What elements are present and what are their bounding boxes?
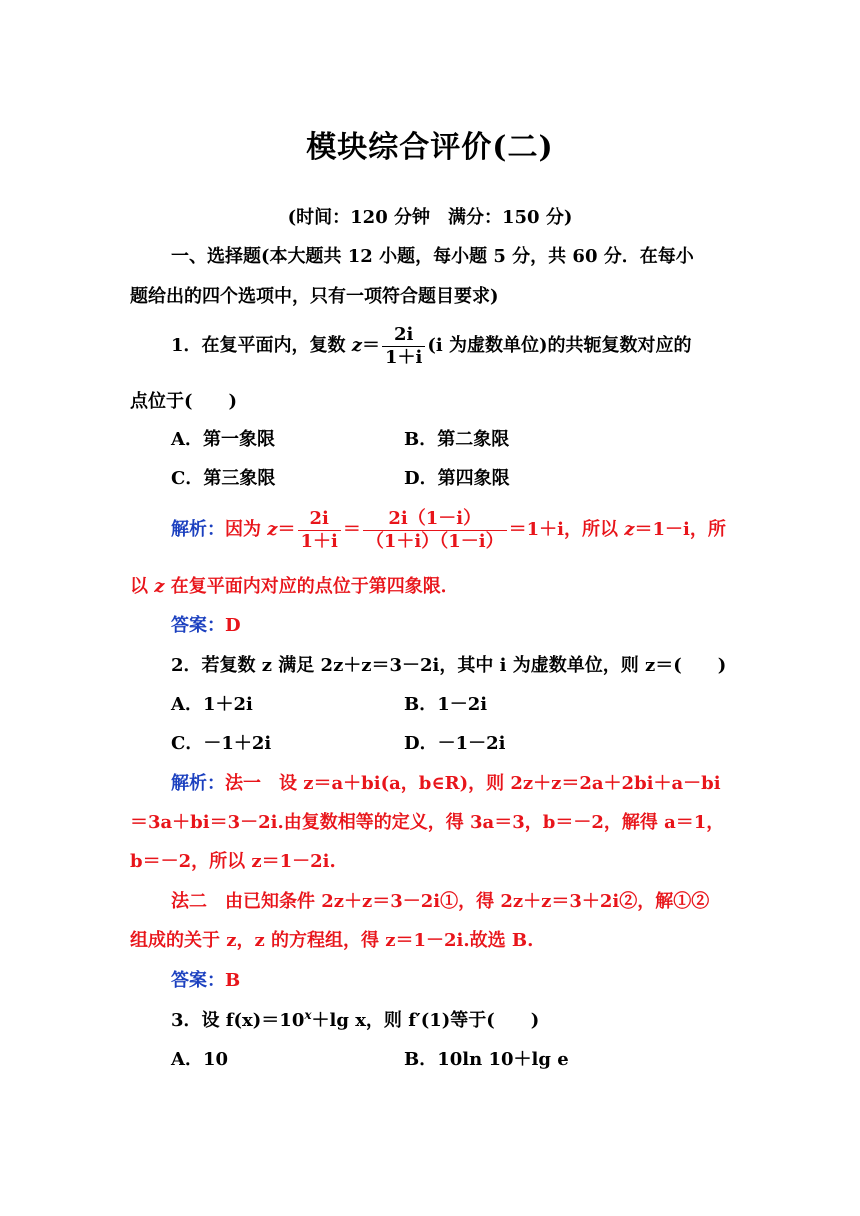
q1-analysis-line2 — [130, 575, 459, 599]
q1-answer-label: 答案： — [171, 615, 225, 636]
q2-answer-label: 答案： — [171, 970, 225, 991]
q1-analysis-line2-suffix: 在复平面内对应的点位于第四象限． — [164, 576, 459, 597]
q1-fraction-denominator: 1＋i — [385, 346, 423, 368]
q1-var-z: z — [351, 335, 363, 356]
section-heading-line1: 一、选择题(本大题共 12 小题，每小题 5 分，共 60 分．在每小 — [171, 246, 694, 267]
q1-option-d: D．第四象限 — [404, 468, 510, 489]
section-heading-line2: 题给出的四个选项中，只有一项符合题目要求) — [130, 286, 499, 307]
q3-option-a: A．10 — [171, 1049, 229, 1070]
q2-option-a: A．1＋2i — [171, 694, 253, 715]
q1-equals: ＝ — [362, 335, 381, 356]
q2-option-c: C．－1＋2i — [171, 733, 272, 754]
q3-stem-prefix: 3．设 f(x)＝10 — [171, 1010, 305, 1031]
q1-analysis-fraction-1-denominator: 1＋i — [300, 530, 338, 552]
question-1-stem-line2: 点位于( ) — [130, 391, 238, 412]
q1-analysis-fraction-2 — [363, 508, 507, 553]
q2-analysis-line3: b＝－2，所以 z＝1－2i. — [130, 851, 336, 872]
question-1-stem — [171, 323, 692, 369]
exam-meta: (时间：120 分钟 满分：150 分) — [287, 207, 573, 228]
question-3-stem — [171, 1009, 539, 1033]
q3-stem-suffix: ＋lg x，则 f′(1)等于( ) — [311, 1010, 540, 1031]
question-2-stem: 2．若复数 z 满足 2z＋z＝3－2i，其中 i 为虚数单位，则 z＝( ) — [171, 655, 727, 676]
q1-stem-prefix: 1．在复平面内，复数 — [171, 335, 352, 356]
q1-analysis-equals-2: ＝ — [342, 519, 361, 540]
q2-analysis-line2: ＝3a＋bi＝3－2i.由复数相等的定义，得 3a＝3，b＝－2，解得 a＝1， — [130, 812, 725, 833]
q2-method2-text-1: 由已知条件 2z＋z＝3－2i①，得 2z＋z＝3＋2i②，解①② — [207, 891, 710, 912]
q2-analysis-line1 — [171, 772, 721, 796]
q1-fraction — [382, 324, 425, 369]
q3-option-b: B．10ln 10＋lg e — [404, 1049, 569, 1070]
q1-answer — [171, 614, 241, 638]
q1-analysis-equals-1: ＝ — [277, 519, 296, 540]
q2-method2-line2: 组成的关于 z，z 的方程组，得 z＝1－2i.故选 B. — [130, 930, 534, 951]
q2-answer — [171, 969, 240, 993]
q2-method1-text-1: 设 z＝a＋bi(a，b∈R)，则 2z＋z＝2a＋2bi＋a－bi — [261, 773, 721, 794]
q1-analysis-var-z: z — [267, 519, 278, 540]
q2-method2-label: 法二 — [171, 891, 207, 912]
q2-option-b: B．1－2i — [404, 694, 488, 715]
q1-option-b: B．第二象限 — [404, 429, 510, 450]
q1-analysis-prefix: 因为 — [225, 519, 268, 540]
q1-analysis-var-z-2: z — [624, 519, 635, 540]
q1-analysis-line2-var-z: z — [154, 576, 165, 597]
q2-method1-label: 法一 — [225, 773, 261, 794]
q1-fraction-numerator: 2i — [382, 324, 425, 347]
q2-analysis-label: 解析： — [171, 773, 225, 794]
q1-stem-suffix: (i 为虚数单位)的共轭复数对应的 — [427, 335, 692, 356]
q1-analysis — [171, 507, 726, 553]
q1-analysis-result-2: ＝1－i，所 — [634, 519, 726, 540]
q1-analysis-fraction-1 — [298, 508, 341, 553]
q1-analysis-line2-prefix: 以 — [130, 576, 155, 597]
q1-answer-value: D — [225, 615, 241, 636]
q1-analysis-fraction-2-numerator: 2i（1－i） — [363, 508, 507, 531]
page-title: 模块综合评价(二) — [306, 130, 554, 165]
q1-analysis-result: ＝1＋i，所以 — [508, 519, 625, 540]
q1-analysis-fraction-2-denominator: （1＋i）（1－i） — [365, 530, 504, 552]
q1-analysis-fraction-1-numerator: 2i — [298, 508, 341, 531]
q1-option-c: C．第三象限 — [171, 468, 276, 489]
q3-stem-superscript: x — [304, 1008, 312, 1022]
q1-option-a: A．第一象限 — [171, 429, 275, 450]
q1-analysis-label: 解析： — [171, 519, 225, 540]
q2-option-d: D．－1－2i — [404, 733, 506, 754]
q2-method2-line1 — [171, 890, 709, 914]
q2-answer-value: B — [225, 970, 241, 991]
